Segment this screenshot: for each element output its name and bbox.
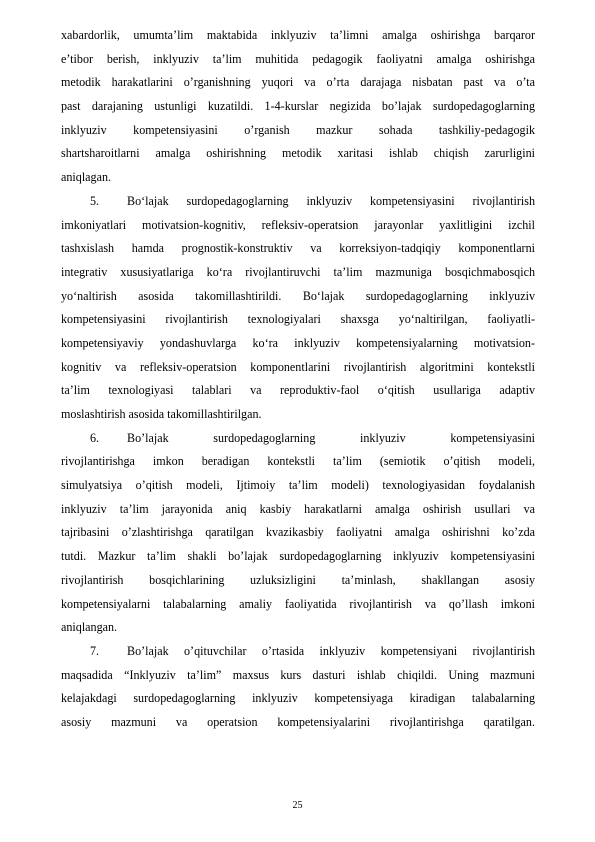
text-line: past darajaning ustunligi kuzatildi. 1-4-kurslar negizida bo’lajak surdopedagoglarning	[61, 99, 535, 114]
intro-paragraph	[61, 24, 535, 190]
text-line: tashxislash hamda prognostik-konstruktiv va korreksiyon-tadqiqiy komponentlarni	[61, 241, 535, 256]
paragraph-first-line	[61, 427, 535, 451]
text-line: metodik harakatlarini o’rganishning yuqori va o’rta darajaga nisbatan past va o’ta	[61, 75, 535, 90]
text-line: tutdi. Mazkur ta’lim shakli bo’lajak surdopedagoglarning inklyuziv kompetensiyasini	[61, 549, 535, 564]
numbered-paragraph-7	[61, 640, 535, 735]
text-line: kompetensiyalarni talabalarning amaliy faoliyatida rivojlantirish va qo’llash imkoni	[61, 596, 535, 611]
text-line: Bo‘lajak surdopedagoglarning inklyuziv kompetensiyasini rivojlantirish	[127, 193, 535, 208]
text-line: aniqlangan.	[61, 620, 118, 635]
text-line: imkoniyatlari motivatsion-kognitiv, refleksiv-operatsion jarayonlar yaxlitligini izchil	[61, 217, 535, 232]
text-line: kompetensiyaviy yondashuvlarga ko‘ra inklyuziv kompetensiyalarning motivatsion-	[61, 335, 535, 350]
text-line: shartsharoitlarni amalga oshirishning metodik xaritasi ishlab chiqish zarurligini	[61, 146, 535, 161]
text-line: aniqlagan.	[61, 170, 112, 185]
paragraph-number: 5.	[90, 193, 100, 208]
text-line: inklyuziv ta’lim jarayonida aniq kasbiy harakatlarni amalga oshirish usullari va	[61, 501, 535, 516]
text-line: asosiy mazmuni va operatsion kompetensiyalarini rivojlantirishga qaratilgan.	[61, 714, 535, 729]
text-line: maqsadida “Inklyuziv ta’lim” maxsus kurs dasturi ishlab chiqildi. Uning mazmuni	[61, 667, 535, 682]
paragraph-first-line	[61, 640, 535, 664]
text-line: kelajakdagi surdopedagoglarning inklyuziv kompetensiyaga kiradigan talabalarning	[61, 691, 535, 706]
text-line: ta’lim texnologiyasi talablari va reproduktiv-faol o‘qitish usullariga adaptiv	[61, 383, 535, 398]
text-line: rivojlantirishga imkon beradigan kontekstli ta’lim (semiotik o’qitish modeli,	[61, 454, 535, 469]
paragraph-first-line	[61, 190, 535, 214]
text-line: kompetensiyasini rivojlantirish texnologiyalari shaxsga yo‘naltirilgan, faoliyatli-	[61, 312, 535, 327]
text-line: Bo’lajak surdopedagoglarning inklyuziv kompetensiyasini	[127, 430, 535, 445]
paragraph-number: 7.	[90, 643, 100, 658]
text-line: e’tibor berish, inklyuziv ta’lim muhitida pedagogik faoliyatni amalga oshirishga	[61, 51, 535, 66]
text-line: inklyuziv kompetensiyasini o’rganish mazkur sohada tashkiliy-pedagogik	[61, 122, 535, 137]
numbered-paragraph-5	[61, 190, 535, 427]
page-number: 25	[292, 800, 303, 811]
text-line: simulyatsiya o’qitish modeli, Ijtimoiy ta’lim modeli) texnologiyasidan foydalanish	[61, 478, 535, 493]
text-line: yo‘naltirish asosida takomillashtirildi. Bo‘lajak surdopedagoglarning inklyuziv	[61, 288, 535, 303]
text-line: xabardorlik, umumta’lim maktabida inklyuziv ta’limni amalga oshirishga barqaror	[61, 28, 535, 42]
text-line: moslashtirish asosida takomillashtirilgan.	[61, 407, 262, 421]
text-line: rivojlantirish bosqichlarining uzluksizligini ta’minlash, shakllangan asosiy	[61, 572, 535, 587]
document-body	[61, 24, 535, 735]
text-line: integrativ xususiyatlariga ko‘ra rivojlantiruvchi ta’lim mazmuniga bosqichmabosqich	[61, 264, 535, 279]
text-line: tajribasini o’zlashtirishga qaratilgan kvazikasbiy faoliyatni amalga oshirishni ko’zda	[61, 525, 535, 540]
text-line: Bo’lajak o’qituvchilar o’rtasida inklyuziv kompetensiyani rivojlantirish	[127, 643, 535, 658]
numbered-paragraph-6	[61, 427, 535, 640]
paragraph-number: 6.	[90, 430, 100, 445]
text-line: kognitiv va refleksiv-operatsion komponentlarini rivojlantirish algoritmini kontekstli	[61, 359, 535, 374]
